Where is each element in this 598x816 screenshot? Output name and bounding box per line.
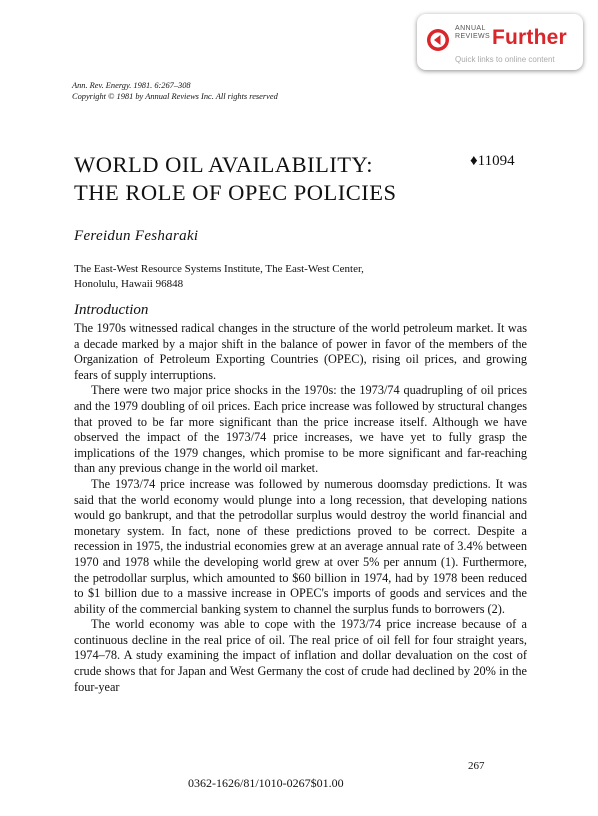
paragraph: The world economy was able to cope with the 1973/74 price increase because of a continuous decline in the real price of oil. The real price of oil fell for four straight years, 1974–78. A study examining the impact of inflation and dollar devaluation on the cost of crude shows that for Japan and West Germany the cost of crude had declined by 20% in the four-year bbox=[74, 617, 527, 694]
title-line-1: WORLD OIL AVAILABILITY: bbox=[74, 152, 373, 177]
title-line-2: THE ROLE OF OPEC POLICIES bbox=[74, 180, 397, 205]
author-name: Fereidun Fesharaki bbox=[74, 228, 199, 244]
affiliation-line-1: The East-West Resource Systems Institute, The East-West Center, bbox=[74, 263, 364, 275]
paragraph: The 1973/74 price increase was followed by numerous doomsday predictions. It was said that the world economy would plunge into a long recession, that developing nations would go bankrupt, and that the petrodollar surplus would destroy the world financial and monetary system. In fact, none of these predictions proved to be correct. Despite a recession in 1975, the industrial economies grew at an average annual rate of 3.4% between 1970 and 1978 while the developing world grew at over 5% per annum (1). Furthermore, the petrodollar surplus, which amounted to $60 billion in 1974, had by 1978 been reduced to $1 billion due to a massive increase in OPEC's imports of goods and services and the ability of the commercial banking system to channel the surplus funds to borrowers (2). bbox=[74, 476, 527, 616]
badge-reviews-label: REVIEWS bbox=[455, 33, 491, 40]
article-code: ♦11094 bbox=[470, 153, 515, 169]
page-number: 267 bbox=[468, 760, 485, 772]
paragraph: The 1970s witnessed radical changes in the structure of the world petroleum market. It was a decade marked by a major shift in the balance of power in favor of the members of the Organization of Petroleum Exporting Countries (OPEC), rising oil prices, and growing fears of supply interruptions. bbox=[74, 321, 527, 382]
article-title bbox=[74, 151, 397, 207]
citation-line: Ann. Rev. Energy. 1981. 6:267–308 bbox=[72, 81, 191, 90]
paragraph: There were two major price shocks in the 1970s: the 1973/74 quadrupling of oil prices and the 1979 doubling of oil prices. Each price increase was followed by structural changes that proved to be far more significant than the price increase itself. Although we have observed the impact of the 1973/74 price increases, we have yet to fully grasp the implications of the 1979 changes, which promise to be more significant and far-reaching than any previous change in the world oil market. bbox=[74, 383, 527, 476]
affiliation-line-2: Honolulu, Hawaii 96848 bbox=[74, 278, 184, 290]
badge-tagline: Quick links to online content bbox=[455, 55, 555, 64]
further-logo-icon bbox=[426, 28, 450, 52]
badge-further-label: Further bbox=[492, 26, 567, 49]
badge-annual-label: ANNUAL bbox=[455, 25, 486, 32]
body-text bbox=[74, 321, 527, 695]
author-affiliation bbox=[74, 262, 364, 292]
footer-code: 0362-1626/81/1010-0267$01.00 bbox=[188, 776, 344, 790]
journal-citation bbox=[72, 80, 278, 102]
copyright-line: Copyright © 1981 by Annual Reviews Inc. All rights reserved bbox=[72, 92, 278, 101]
annual-reviews-further-badge[interactable] bbox=[417, 14, 583, 70]
section-heading: Introduction bbox=[74, 302, 149, 318]
